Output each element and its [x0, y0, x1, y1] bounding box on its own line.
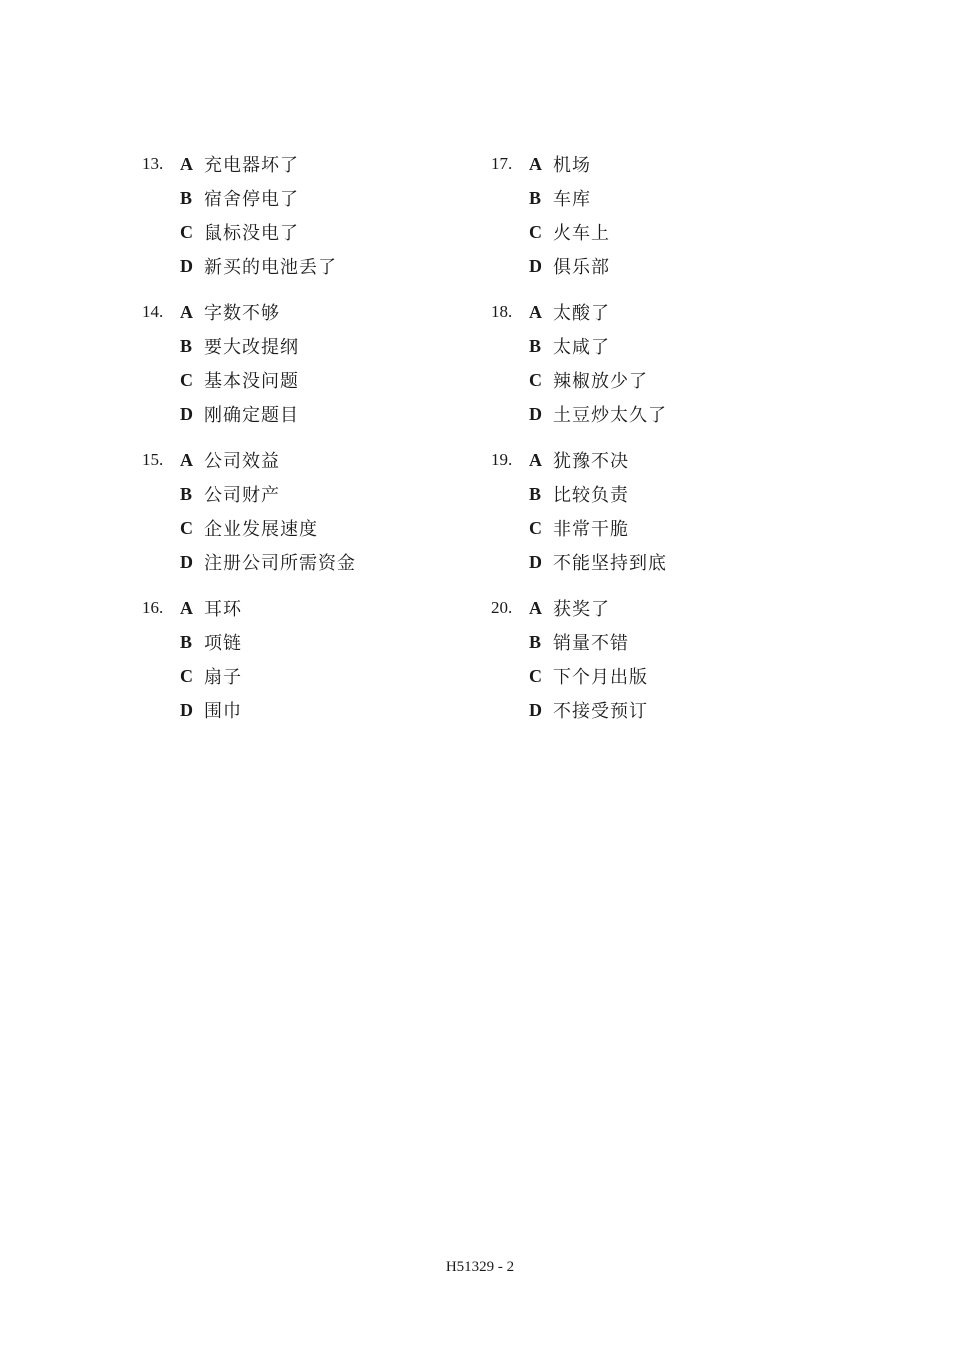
option-letter: C [529, 221, 542, 242]
option-text: 非常干脆 [553, 519, 629, 540]
page-footer: H51329 - 2 [445, 1259, 515, 1275]
option-b [529, 181, 591, 215]
question-number: 14. [142, 302, 164, 321]
option-b [529, 329, 610, 363]
question-18 [491, 295, 811, 443]
option-letter: C [529, 369, 542, 390]
option-letter: C [180, 221, 193, 242]
option-letter: C [529, 665, 542, 686]
option-b [529, 477, 629, 511]
option-letter: B [529, 335, 542, 356]
option-letter: A [180, 153, 193, 174]
option-a [529, 147, 591, 181]
option-text: 充电器坏了 [204, 155, 299, 176]
option-text: 车库 [553, 189, 591, 210]
option-text: 宿舍停电了 [204, 189, 299, 210]
option-text: 获奖了 [553, 599, 610, 620]
option-d [529, 693, 648, 727]
option-c [529, 659, 648, 693]
option-letter: D [529, 255, 542, 276]
option-c [529, 363, 648, 397]
option-letter: B [180, 631, 193, 652]
question-19 [491, 443, 811, 591]
option-d [529, 545, 667, 579]
question-number: 13. [142, 154, 164, 173]
option-d [529, 249, 610, 283]
option-text: 火车上 [553, 223, 610, 244]
question-number: 18. [491, 302, 513, 321]
option-text: 太咸了 [553, 337, 610, 358]
option-c [529, 215, 610, 249]
option-text: 土豆炒太久了 [553, 405, 667, 426]
option-letter: C [529, 517, 542, 538]
option-text: 项链 [204, 633, 242, 654]
option-text: 新买的电池丢了 [204, 257, 337, 278]
question-14 [142, 295, 462, 443]
option-text: 要大改提纲 [204, 337, 299, 358]
option-text: 刚确定题目 [204, 405, 299, 426]
option-text: 辣椒放少了 [553, 371, 648, 392]
option-letter: C [180, 369, 193, 390]
option-a [180, 295, 280, 329]
option-letter: B [180, 483, 193, 504]
option-text: 犹豫不决 [553, 451, 629, 472]
option-d [180, 397, 299, 431]
option-a [529, 443, 629, 477]
option-text: 公司效益 [204, 451, 280, 472]
option-text: 企业发展速度 [204, 519, 318, 540]
option-text: 机场 [553, 155, 591, 176]
option-letter: B [180, 335, 193, 356]
option-a [529, 295, 610, 329]
option-b [180, 181, 299, 215]
option-c [180, 659, 242, 693]
question-17 [491, 147, 811, 295]
option-c [180, 511, 318, 545]
option-text: 扇子 [204, 667, 242, 688]
option-letter: D [529, 699, 542, 720]
option-c [529, 511, 629, 545]
option-text: 围巾 [204, 701, 242, 722]
option-letter: A [180, 597, 193, 618]
option-b [180, 625, 242, 659]
option-letter: D [180, 551, 193, 572]
option-d [180, 693, 242, 727]
option-b [180, 329, 299, 363]
option-d [180, 249, 337, 283]
option-letter: B [180, 187, 193, 208]
option-d [529, 397, 667, 431]
option-letter: D [529, 403, 542, 424]
option-text: 耳环 [204, 599, 242, 620]
option-letter: D [529, 551, 542, 572]
question-number: 16. [142, 598, 164, 617]
option-text: 太酸了 [553, 303, 610, 324]
option-letter: C [180, 665, 193, 686]
option-text: 下个月出版 [553, 667, 648, 688]
option-text: 俱乐部 [553, 257, 610, 278]
question-20 [491, 591, 811, 739]
option-c [180, 363, 299, 397]
right-question-column [491, 147, 811, 739]
question-number: 20. [491, 598, 513, 617]
option-letter: C [180, 517, 193, 538]
option-text: 公司财产 [204, 485, 280, 506]
option-b [529, 625, 629, 659]
option-a [529, 591, 610, 625]
option-letter: D [180, 699, 193, 720]
option-a [180, 591, 242, 625]
option-text: 不能坚持到底 [553, 553, 667, 574]
option-text: 注册公司所需资金 [204, 553, 356, 574]
question-number: 19. [491, 450, 513, 469]
option-letter: A [180, 301, 193, 322]
option-letter: B [529, 631, 542, 652]
option-a [180, 443, 280, 477]
option-text: 字数不够 [204, 303, 280, 324]
option-text: 销量不错 [553, 633, 629, 654]
option-a [180, 147, 299, 181]
option-letter: A [180, 449, 193, 470]
option-letter: D [180, 255, 193, 276]
option-letter: B [529, 187, 542, 208]
option-letter: A [529, 301, 542, 322]
option-letter: B [529, 483, 542, 504]
left-question-column [142, 147, 462, 739]
option-d [180, 545, 356, 579]
option-letter: A [529, 449, 542, 470]
question-13 [142, 147, 462, 295]
option-b [180, 477, 280, 511]
question-number: 17. [491, 154, 513, 173]
option-letter: A [529, 153, 542, 174]
option-c [180, 215, 299, 249]
option-text: 不接受预订 [553, 701, 648, 722]
option-letter: A [529, 597, 542, 618]
question-16 [142, 591, 462, 739]
question-15 [142, 443, 462, 591]
question-number: 15. [142, 450, 164, 469]
option-text: 基本没问题 [204, 371, 299, 392]
option-letter: D [180, 403, 193, 424]
option-text: 鼠标没电了 [204, 223, 299, 244]
option-text: 比较负责 [553, 485, 629, 506]
